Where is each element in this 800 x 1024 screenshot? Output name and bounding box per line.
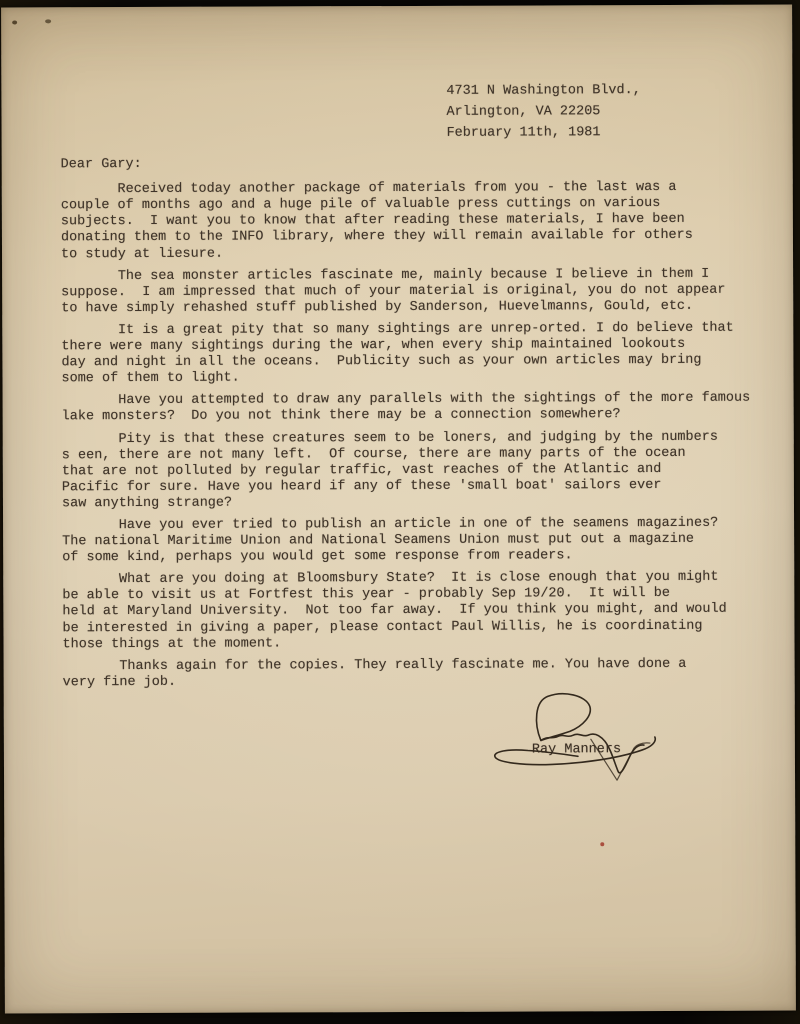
letter-paragraph: The sea monster articles fascinate me, mainly because I believe in them I suppose. I am impressed that much of your material is original, you do not appear to have simply rehashed stuff published by Sanderson, Huevelmanns, Gould, etc. <box>61 266 726 317</box>
letter-paragraph: Pity is that these creatures seem to be loners, and judging by the numbers s een, there are not many left. Of course, there are many parts of the ocean that are not polluted by regular traffic, vast reaches of the Atlantic and Pacific for sure. Have you heard if any of these 'small boat' sailors ever saw anything strange? <box>61 429 718 512</box>
letter-content <box>60 81 762 698</box>
signature-block <box>484 687 694 793</box>
letter-paragraph: Received today another package of materials from you - the last was a couple of months ago and a huge pile of valuable press cuttings on various subjects. I want you to know that after reading these materials, I have been donating them to the INFO library, where they will remain available for others to study at liesure. <box>60 180 693 262</box>
letter-paragraph: What are you doing at Bloomsbury State? It is close enough that you might be able to visit us at Fortfest this year - probably Sep 19/20. It will be held at Maryland University. Not too far away. If you think you might, and would be interested in giving a paper, please contact Paul Willis, he is coordinating those things at the moment. <box>62 570 727 652</box>
letter-paragraph: Thanks again for the copies. They really fascinate me. You have done a very fine job. <box>62 656 687 691</box>
handwritten-signature <box>484 687 694 793</box>
letter-page <box>1 4 796 1013</box>
letter-paragraph: It is a great pity that so many sightings are unrep-orted. I do believe that there were many sightings during the war, when every ship maintained lookouts day and night in all the oceans. Publicity such as your own articles may bring some of them to light. <box>61 320 734 387</box>
red-ink-dot <box>600 842 604 846</box>
salutation: Dear Gary: <box>60 157 142 173</box>
return-address: 4731 N Washington Blvd., Arlington, VA 22205 <box>446 83 641 120</box>
letter-paragraph: Have you ever tried to publish an article in one of the seamens magazines? The national Maritime Union and National Seamens Union must put out a magazine of some kind, perhaps you would get some response from readers. <box>62 515 719 566</box>
staple-mark <box>12 20 17 24</box>
letter-body <box>61 180 763 691</box>
typed-signature: Ray Manners <box>531 742 622 758</box>
staple-mark <box>45 19 51 23</box>
letter-paragraph: Have you attempted to draw any parallels with the sightings of the more famous lake monsters? Do you not think there may be a connection somewhere? <box>61 390 751 425</box>
letter-date: February 11th, 1981 <box>446 125 601 141</box>
